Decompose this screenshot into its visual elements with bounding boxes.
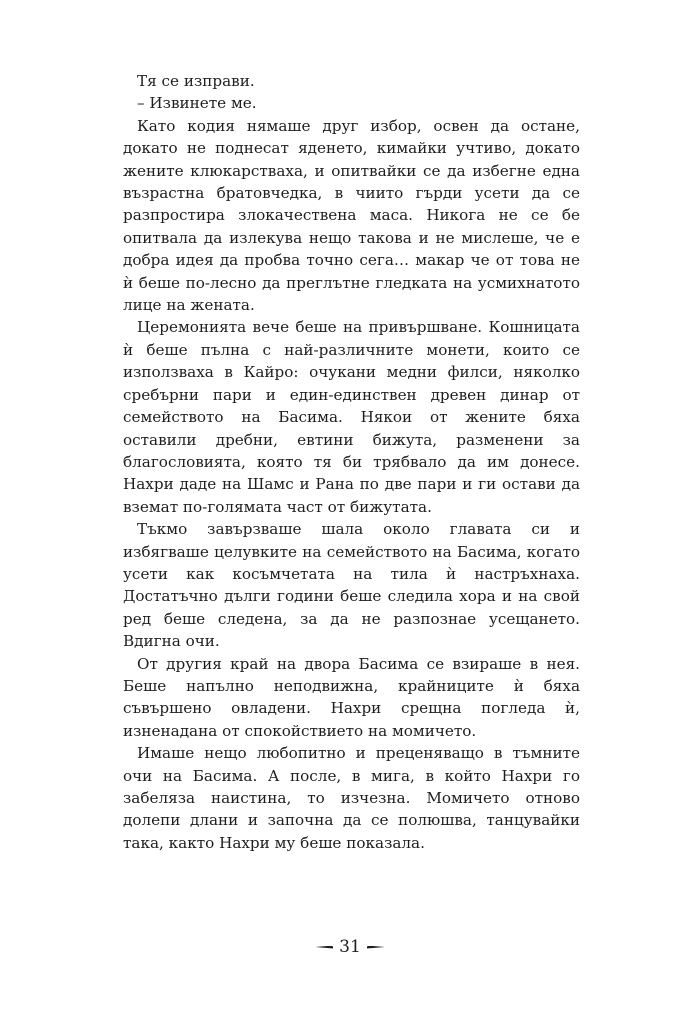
- page-number: 31: [339, 937, 361, 957]
- paragraph: Тя се изправи.: [137, 72, 255, 90]
- paragraph: Церемонията вече беше на привършване. Кошницата ѝ беше пълна с най-различните монети, които се използваха в Кайро: очукани медни филси, няколко сребърни пари и един-единствен древен динар от семейството на Басима. Някои от жените бяха оставили дребни, евтини бижута, разменени за благословията, която тя би трябвало да им донесе. Нахри даде на Шамс и Рана по две пари и ги остави да вземат по-голямата част от бижутата.: [123, 318, 580, 516]
- paragraph: Тъкмо завързваше шала около главата си и избягваше целувките на семейството на Басима, когато усети как косъмчетата на тила ѝ настръхнаха. Достатъчно дълги години беше следила хора и на свой ред беше следена, за да не разпознае усещането. Вдигна очи.: [123, 520, 580, 651]
- paragraph: Имаше нещо любопитно и преценяващо в тъмните очи на Басима. А после, в мига, в който Нахри го забеляза наистина, то изчезна. Момичето отново долепи длани и започна да се полюшва, танцувайки така, както Нахри му беше показала.: [123, 744, 580, 852]
- paragraph: От другия край на двора Басима се взираше в нея. Беше напълно неподвижна, крайниците ѝ бяха съвършено овладени. Нахри срещна погледа ѝ, изненадана от спокойствието на момичето.: [123, 654, 580, 740]
- page-number-footer: [0, 937, 700, 957]
- folio-left-ornament: [315, 946, 333, 949]
- folio-right-ornament: [367, 946, 385, 949]
- paragraph: – Извинете ме.: [137, 94, 257, 113]
- body-text: [123, 70, 580, 854]
- paragraph: Като кодия нямаше друг избор, освен да остане, докато не поднесат яденето, кимайки учтиво, докато жените клюкарстваха, и опитвайки се да избегне една възрастна братовчедка, в чиито гърди усети да се разпростира злокачествена маса. Никога не се бе опитвала да излекува нещо такова и не мислеше, че е добра идея да пробва точно сега… макар че от това не ѝ беше по-лесно да преглътне гледката на усмихнатото лице на жената.: [123, 116, 580, 315]
